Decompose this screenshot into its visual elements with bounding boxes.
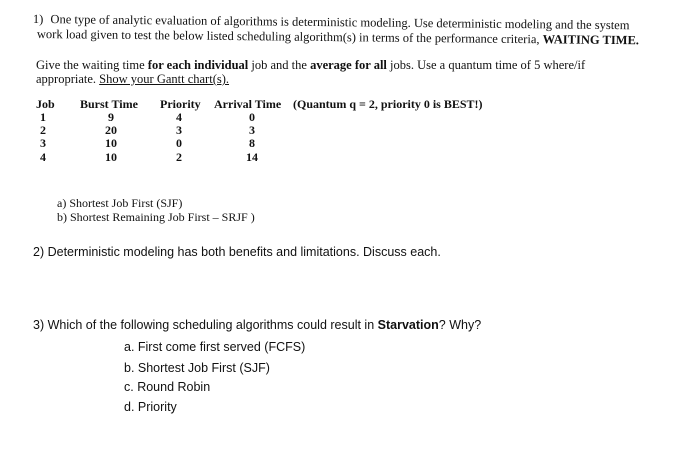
table-row-4-job: 4: [40, 150, 46, 164]
question-3-why: ? Why?: [438, 318, 482, 332]
question-3-starvation: Starvation: [377, 318, 439, 332]
header-job: Job: [36, 97, 55, 111]
header-burst-time: Burst Time: [80, 97, 138, 111]
table-row-2-arrival: 3: [249, 123, 255, 137]
table-row-1-job: 1: [40, 110, 46, 124]
q1-line-3-d: average for all: [310, 58, 387, 72]
header-quantum-note: (Quantum q = 2, priority 0 is BEST!): [293, 97, 483, 111]
question-3-text: 3) Which of the following scheduling algorithms could result in: [33, 318, 378, 332]
q1-line-3-e: jobs. Use a quantum time of 5 where/if: [386, 58, 586, 72]
table-row-1-arrival: 0: [249, 110, 255, 124]
table-row-3-priority: 0: [176, 136, 182, 150]
q1-text-line-1: One type of analytic evaluation of algorithms is deterministic modeling. Use deterministic modeling and the system: [50, 12, 630, 33]
q1-line-3: [36, 58, 585, 73]
table-row-3-burst: 10: [105, 136, 117, 150]
q1-part-b: b) Shortest Remaining Job First – SRJF ): [57, 210, 255, 224]
table-row-1-burst: 9: [108, 110, 114, 124]
q1-line-4: [36, 72, 229, 87]
table-row-4-burst: 10: [105, 150, 117, 164]
q1-line-3-a: Give the waiting time: [36, 58, 148, 72]
q1-waiting-time: WAITING TIME.: [542, 32, 640, 48]
q1-number: 1): [32, 12, 44, 27]
option-b: b. Shortest Job First (SJF): [124, 361, 270, 375]
table-row-1-priority: 4: [176, 110, 182, 124]
table-row-2-job: 2: [40, 123, 46, 137]
table-row-3-arrival: 8: [249, 136, 255, 150]
question-2: 2) Deterministic modeling has both benefits and limitations. Discuss each.: [33, 245, 441, 259]
header-arrival-time: Arrival Time: [214, 97, 282, 111]
q1-line-3-b: for each individual: [147, 58, 249, 72]
q1-part-a: a) Shortest Job First (SJF): [57, 196, 183, 210]
question-3: [33, 318, 481, 332]
option-d: d. Priority: [124, 400, 177, 414]
table-row-4-arrival: 14: [246, 150, 258, 164]
table-row-2-burst: 20: [105, 123, 117, 137]
q1-line-3-c: job and the: [248, 58, 311, 72]
gantt-chart-instruction: Show your Gantt chart(s).: [99, 72, 230, 86]
option-a: a. First come first served (FCFS): [124, 340, 306, 354]
option-c: c. Round Robin: [124, 380, 211, 394]
table-row-3-job: 3: [40, 136, 46, 150]
q1-line-4-a: appropriate.: [36, 72, 100, 86]
q1-text-line-2: work load given to test the below listed scheduling algorithm(s) in terms of the performance criteria,: [36, 27, 543, 47]
table-row-4-priority: 2: [176, 150, 182, 164]
table-row-2-priority: 3: [176, 123, 182, 137]
header-priority: Priority: [160, 97, 201, 111]
